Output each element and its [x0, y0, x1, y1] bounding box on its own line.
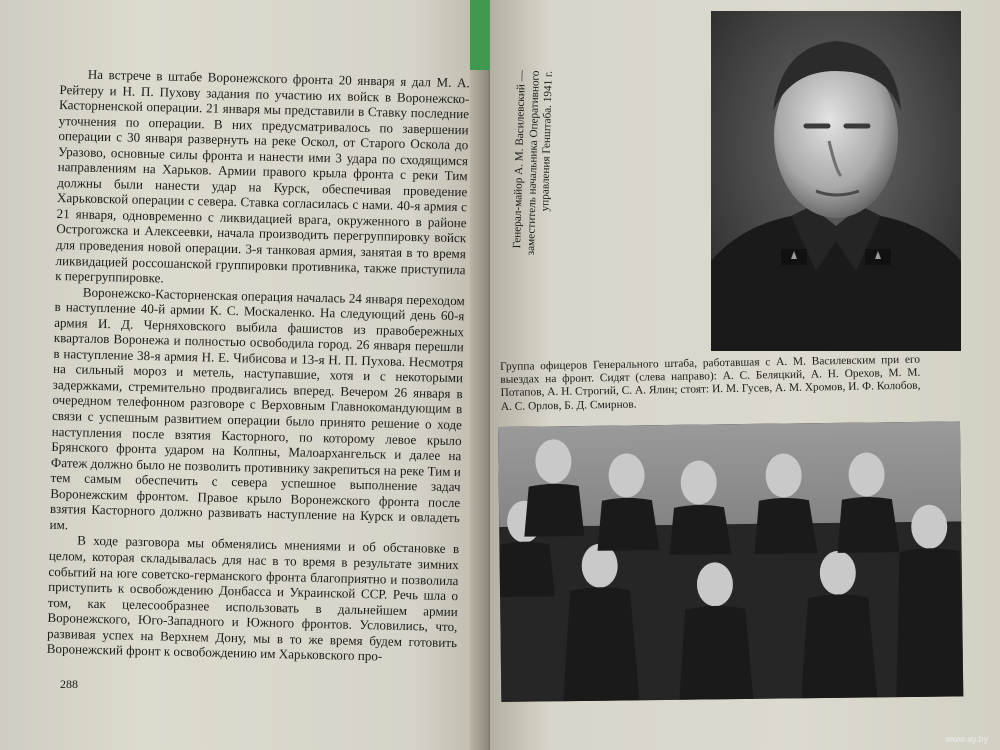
group-photo-caption: Группа офицеров Генерального штаба, работавшая с А. М. Василевским при его выездах на фронт. Сидят (слева направо): А. С. Беляцкий, А. Н. Орехов, М. М. Потапов, А. Н. Строгий, С. А. Ялин; стоят: И. М. Гусев, А. М. Хромов, И. Ф. Колобов, А. С. Орлов, Б. Д. Смирнов. [500, 353, 921, 413]
paragraph: На встрече в штабе Воронежского фронта 20 января я дал М. А. Рейтеру и Н. П. Пухову задания по участию их войск в Воронежско-Касторненской операции. 21 января мы представили в Ставку последние уточнения по операции. В них предусматривалось по завершении операции с 30 января развернуть на реке Оскол, от Старого Оскола до Уразово, основные силы фронта и нанести ими 3 удара по сходящимся направлениям на Харьков. Армии правого крыла фронта с реки Тим должны были нанести удар на Курск, обеспечивая проведение Харьковской операции с севера. Ставка согласилась с нами. 40-я армия с 21 января, одновременно с ликвидацией врага, окруженного в районе Острогожска и Алексеевки, начала производить перегруппировку войск для проведения новой операции. 3-я танковая армия, занятая в то время ликвидацией россошанской группировки противника, также приступила к перегруппировке. [55, 66, 470, 286]
portrait-photo [711, 11, 961, 351]
portrait-caption-wrap [500, 70, 560, 290]
group-image [498, 421, 963, 702]
body-text [47, 66, 470, 666]
paragraph: В ходе разговора мы обменялись мнениями и об обстановке в целом, которая складывалась для нас в то время в результате зимних событий на юге советско-германского фронта благоприятно и позволила приступить к освобождению Донбасса и Украинской ССР. Речь шла о том, как целесообразнее использовать в дальнейшем армии Воронежского, Юго-Западного и Южного фронтов. Условились, что, развивая успех на Верхнем Дону, мы в то же время будем готовить Воронежский фронт к освобождению им Харьковского про- [46, 532, 460, 664]
portrait-image [711, 11, 961, 351]
group-photo [498, 421, 963, 702]
watermark: www.ay.by [945, 734, 988, 744]
left-page [0, 0, 485, 750]
portrait-caption: Генерал-майор А. М. Василевский — заместитель начальника Оперативного управления Генштаба. 1941 г. [511, 70, 555, 256]
paragraph: Воронежско-Касторненская операция началась 24 января переходом в наступление 40-й армии К. С. Москаленко. На следующий день 60-я армия И. Д. Черняховского выбила фашистов из правобережных кварталов Воронежа и полностью освободила город. 26 января перешли в наступление 38-я армия Н. Е. Чибисова и 13-я Н. П. Пухова. Несмотря на сильный мороз и метель, наступавшие, хотя и с некоторыми задержками, стремительно продвигались вперед. Вечером 26 января в очередном телефонном разговоре с Верховным Главнокомандующим в связи с успешным развитием операции было принято решение о ходе наступления после взятия Касторного, по которому левое крыло Брянского фронта ударом на Колпны, Малоархангельск и далее на Фатеж должно было не позволить противнику закрепиться на реке Тим и тем самым обеспечить с севера успешное выполнение задач Воронежским фронтом. Правое крыло Воронежского фронта после взятия Касторного должно развивать наступление на Курск и овладеть им. [49, 284, 465, 533]
page-number: 288 [60, 677, 78, 691]
